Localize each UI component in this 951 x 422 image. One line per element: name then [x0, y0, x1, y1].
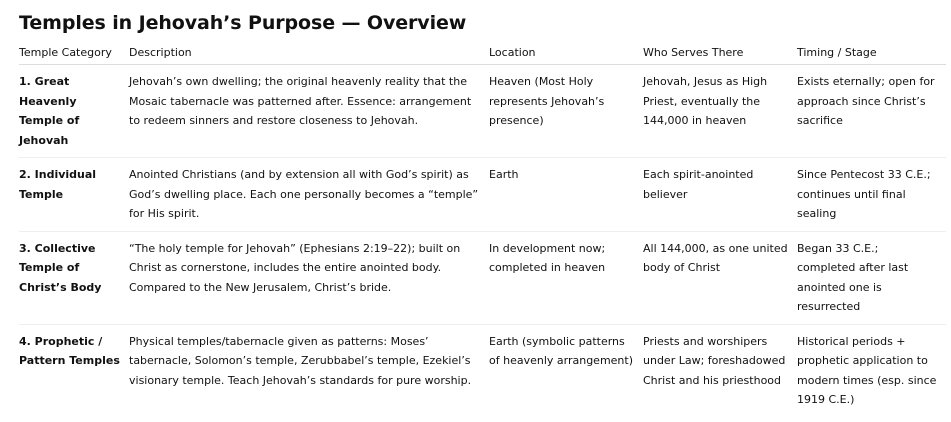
row-category: 2. Individual Temple	[19, 158, 129, 232]
row-serves: All 144,000, as one united body of Christ	[643, 231, 797, 324]
row-location: Earth	[489, 158, 643, 232]
column-header-timing: Timing / Stage	[797, 46, 946, 65]
row-serves: Jehovah, Jesus as High Priest, eventually the 144,000 in heaven	[643, 65, 797, 158]
row-timing: Historical periods + prophetic application to modern times (esp. since 1919 C.E.)	[797, 334, 937, 406]
page-title: Temples in Jehovah’s Purpose — Overview	[19, 12, 467, 34]
row-description: Jehovah’s own dwelling; the original heavenly reality that the Mosaic tabernacle was patterned after. Essence: arrangement to redeem sinners and restore closeness to Jehovah.	[129, 65, 489, 158]
row-location: Heaven (Most Holy represents Jehovah’s presence)	[489, 65, 643, 158]
row-serves: Priests and worshipers under Law; foreshadowed Christ and his priesthood	[643, 334, 786, 387]
row-description: “The holy temple for Jehovah” (Ephesians 2:19–22); built on Christ as cornerstone, includes the entire anointed body. Compared to the New Jerusalem, Christ’s bride.	[129, 231, 489, 324]
row-location: In development now; completed in heaven	[489, 231, 643, 324]
column-header-serves: Who Serves There	[643, 46, 797, 65]
row-description: Anointed Christians (and by extension all with God’s spirit) as God’s dwelling place. Each one personally becomes a “temple” for His spirit.	[129, 158, 489, 232]
row-timing: Since Pentecost 33 C.E.; continues until final sealing	[797, 158, 946, 232]
row-location: Earth (symbolic patterns of heavenly arrangement)	[489, 334, 634, 367]
row-timing: Exists eternally; open for approach since Christ’s sacrifice	[797, 65, 946, 158]
temples-table	[19, 46, 946, 417]
header-row	[19, 46, 946, 65]
table-row	[19, 158, 946, 232]
table-row	[19, 231, 946, 324]
table-row	[19, 324, 946, 417]
table-row	[19, 65, 946, 158]
column-header-category: Temple Category	[19, 46, 129, 65]
row-category: 4. Prophetic / Pattern Temples	[19, 334, 120, 367]
row-description: Physical temples/tabernacle given as patterns: Moses’ tabernacle, Solomon’s temple, Zerubbabel’s temple, Ezekiel’s visionary temple. Teach Jehovah’s standards for pure worship.	[129, 334, 472, 387]
row-category: 1. Great Heavenly Temple of Jehovah	[19, 65, 129, 158]
row-category: 3. Collective Temple of Christ’s Body	[19, 231, 129, 324]
column-header-description: Description	[129, 46, 489, 65]
row-serves: Each spirit-anointed believer	[643, 158, 797, 232]
column-header-location: Location	[489, 46, 643, 65]
row-timing: Began 33 C.E.; completed after last anointed one is resurrected	[797, 231, 946, 324]
